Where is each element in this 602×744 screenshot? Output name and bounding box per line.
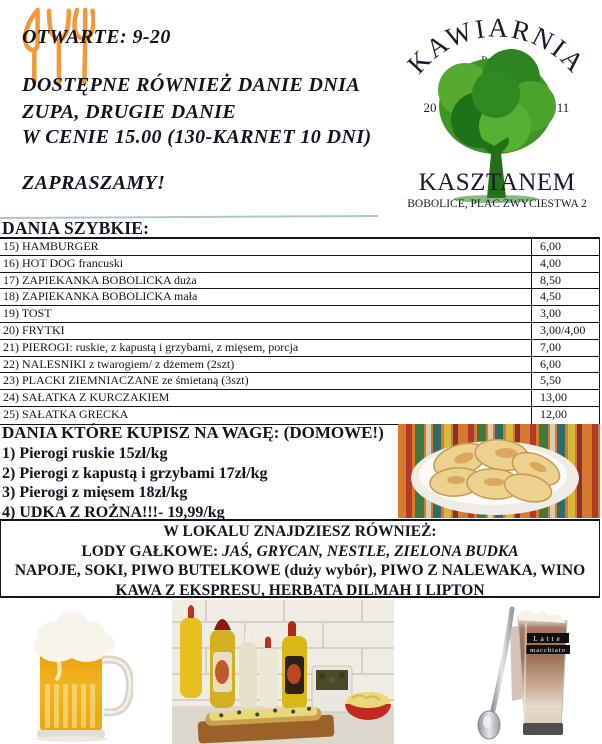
logo-address: BOBOLICE, PLAC ZWYCIESTWA 2 — [407, 198, 587, 210]
weight-menu-title: DANIA KTÓRE KUPISZ NA WAGĘ: (DOMOWE!) — [2, 423, 384, 442]
table-row — [0, 289, 599, 306]
welcome-line: ZAPRASZAMY! — [22, 172, 166, 194]
drinks-line: NAPOJE, SOKI, PIWO BUTELKOWE (duży wybór), PIWO Z NALEWAKA, WINO — [14, 562, 586, 579]
dish-name: 24) SAŁATKA Z KURCZAKIEM — [3, 390, 170, 405]
table-row — [0, 256, 599, 273]
dish-price: 7,00 — [531, 340, 599, 356]
dish-price: 13,00 — [531, 390, 599, 406]
dish-name: 23) PLACKI ZIEMNIACZANE ze śmietaną (3szt) — [3, 373, 249, 388]
beer-mug-photo — [18, 606, 133, 744]
spoon — [478, 609, 512, 739]
table-row — [0, 373, 599, 390]
quick-menu-title: DANIA SZYBKIE: — [2, 218, 150, 238]
promo-line-3: W CENIE 15.00 (130-KARNET 10 DNI) — [22, 126, 372, 148]
dish-price: 6,00 — [531, 357, 599, 373]
dish-price: 3,00 — [531, 306, 599, 322]
dish-name: 18) ZAPIEKANKA BOBOLICKA mała — [3, 289, 198, 304]
dish-name: 21) PIEROGI: ruskie, z kapustą i grzybami, z mięsem, porcja — [3, 339, 299, 354]
logo-arc-title: KAWIARNIA — [401, 12, 592, 80]
table-row — [0, 323, 599, 340]
dish-name: 19) TOST — [3, 306, 52, 321]
dish-price: 6,00 — [531, 239, 599, 255]
dish-price: 5,50 — [531, 373, 599, 389]
dish-name: 25) SAŁATKA GRECKA — [3, 406, 129, 421]
table-row — [0, 390, 599, 407]
weight-menu-item: 2) Pierogi z kapustą i grzybami 17zł/kg — [2, 464, 268, 482]
also-available-box — [0, 519, 600, 598]
dish-name: 15) HAMBURGER — [3, 239, 99, 253]
table-row — [0, 357, 599, 374]
latte-label-top: Latte — [533, 635, 563, 643]
dish-name: 20) FRYTKI — [3, 322, 65, 337]
latte-label-bottom: macchiato — [530, 647, 566, 654]
dish-name: 17) ZAPIEKANKA BOBOLICKA duża — [3, 272, 197, 287]
table-row — [0, 239, 599, 256]
dish-price: 8,50 — [531, 273, 599, 289]
coffee-line: KAWA Z EKSPRESU, HERBATA DILMAH I LIPTON — [115, 581, 485, 599]
logo-year-right: 11 — [556, 100, 570, 115]
dish-price: 4,00 — [531, 256, 599, 272]
ice-cream-brands: JAŚ, GRYCAN, NESTLE, ZIELONA BUDKA — [222, 542, 519, 560]
dish-price: 12,00 — [531, 407, 599, 424]
kitchen-condiments-photo — [172, 600, 394, 744]
ice-cream-line — [1, 542, 599, 562]
table-row — [0, 340, 599, 357]
promo-line-2: ZUPA, DRUGIE DANIE — [22, 101, 237, 123]
kawiarnia-logo — [393, 2, 600, 216]
table-row — [0, 407, 599, 424]
dish-name: 16) HOT DOG francuski — [3, 255, 124, 270]
table-row — [0, 273, 599, 290]
pierogi-photo — [398, 424, 600, 523]
also-title: W LOKALU ZNAJDZIESZ RÓWNIEŻ: — [163, 523, 437, 540]
dish-price: 3,00/4,00 — [531, 323, 599, 339]
weight-menu-list — [2, 444, 267, 522]
table-row — [0, 306, 599, 323]
quick-dishes-table — [0, 237, 600, 425]
logo-year-left: 20 — [423, 100, 437, 115]
tree-canopy — [438, 49, 556, 154]
weight-menu-item: 1) Pierogi ruskie 15zł/kg — [2, 445, 168, 462]
ice-cream-prefix: LODY GAŁKOWE: — [81, 542, 219, 560]
opening-hours: OTWARTE: 9-20 — [22, 26, 171, 48]
dish-price: 4,50 — [531, 289, 599, 305]
promo-line-1: DOSTĘPNE RÓWNIEŻ DANIE DNIA — [22, 74, 361, 96]
weight-menu-item: 4) UDKA Z ROŻNA!!!- 19,99/kg — [2, 503, 225, 521]
weight-menu-item: 3) Pierogi z mięsem 18zł/kg — [2, 484, 188, 501]
dish-name: 22) NALESNIKI z twarogiem/ z dżemem (2szt) — [3, 356, 235, 371]
latte-macchiato-photo — [466, 603, 578, 744]
logo-name: KASZTANEM — [418, 169, 576, 196]
